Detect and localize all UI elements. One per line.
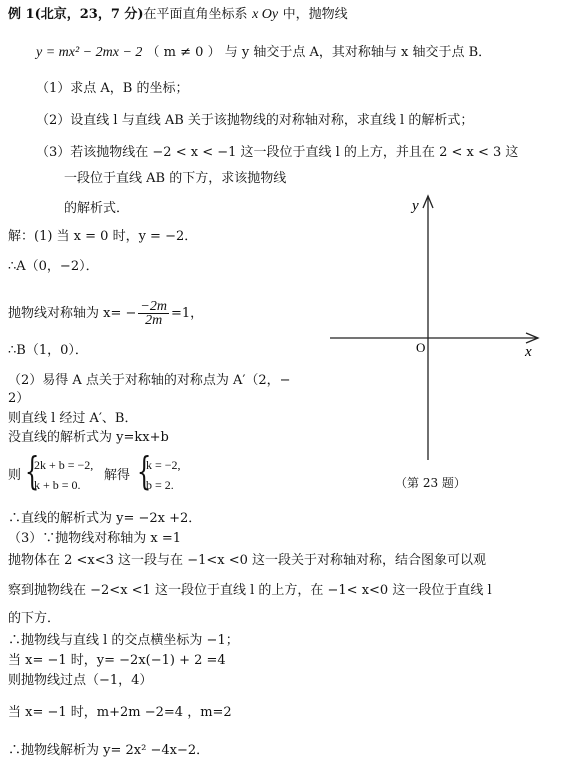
system-prefix: 则 xyxy=(8,468,22,483)
solution-step-7: 没直线的解析式为 y=kx+b xyxy=(8,430,169,445)
origin-label: O xyxy=(416,340,426,355)
parabola-equation: y = mx² − 2mx − 2 xyxy=(36,45,143,60)
solution-step-11: 抛物体在 2 <x<3 这一段与在 −1<x <0 这一段关于对称轴对称，结合图象可以观 xyxy=(8,553,487,568)
solution-step-3 xyxy=(8,300,203,327)
axis-fraction xyxy=(138,300,169,327)
question-2: （2）设直线 l 与直线 AB 关于该抛物线的对称轴对称，求直线 l 的解析式； xyxy=(36,113,474,128)
problem-title-rest: 在平面直角坐标系 xyxy=(143,7,248,22)
solution-step-16: 则抛物线过点（−1，4） xyxy=(8,673,153,688)
equation-condition: （ m ≠ 0 ） xyxy=(146,45,221,60)
x-axis-label: x xyxy=(525,344,532,360)
problem-title-end: 中，抛物线 xyxy=(282,7,348,22)
system-2-row-2: b = 2. xyxy=(146,478,174,492)
problem-equation-line xyxy=(36,44,491,62)
solution-step-12: 察到抛物线在 −2<x <1 这一段位于直线 l 的上方，在 −1< x<0 这一段位于直线 l xyxy=(8,583,492,598)
equation-system-row xyxy=(8,449,208,496)
axis-fraction-numerator: −2m xyxy=(140,299,167,314)
coordinate-figure xyxy=(320,190,550,500)
system-2-row-1: k = −2, xyxy=(146,458,181,472)
problem-heading xyxy=(8,6,348,24)
coordinate-system: x Oy xyxy=(252,7,279,22)
solution-step-5b: 2） xyxy=(8,391,30,406)
solution-step-4: ∴B（1，0）． xyxy=(8,343,88,358)
question-1: （1）求点 A，B 的坐标； xyxy=(36,81,189,96)
solution-step-5a: （2）易得 A 点关于对称轴的对称点为 A′（2，− xyxy=(8,373,291,388)
equation-rest: 与 y 轴交于点 A，其对称轴与 x 轴交于点 B． xyxy=(224,45,492,60)
solution-step-15: 当 x= −1 时，y= −2x(−1) + 2 =4 xyxy=(8,653,226,668)
solution-step-18: ∴抛物线解析为 y= 2x² −4x−2． xyxy=(8,743,210,758)
solution-step-1: 解：(1) 当 x = 0 时，y = −2． xyxy=(8,229,198,244)
left-brace: { xyxy=(24,449,40,493)
solution-step-6: 则直线 l 经过 A′、B． xyxy=(8,411,138,426)
axis-of-symmetry-result: =1， xyxy=(170,306,204,321)
axis-of-symmetry-text: 抛物线对称轴为 x= − xyxy=(8,306,137,321)
solution-step-2: ∴A（0，−2）． xyxy=(8,259,99,274)
system-1-row-2: k + b = 0. xyxy=(34,478,81,492)
question-3-line-1: （3）若该抛物线在 −2 < x < −1 这一段位于直线 l 的上方，并且在 2 < x < 3 这 xyxy=(36,145,519,160)
solution-step-17: 当 x= −1 时，m+2m −2=4 ，m=2 xyxy=(8,705,232,720)
figure-caption: （第 23 题） xyxy=(395,476,466,490)
question-3-line-3: 的解析式． xyxy=(64,201,130,216)
system-1-row-1: 2k + b = −2, xyxy=(34,458,94,472)
y-axis-label: y xyxy=(412,198,419,214)
axis-fraction-denominator: 2m xyxy=(145,313,163,328)
solution-step-9: ∴直线的解析式为 y= −2x +2． xyxy=(8,511,202,526)
right-brace: { xyxy=(136,449,152,493)
solution-step-10: （3）∵抛物线对称轴为 x =1 xyxy=(8,531,182,546)
question-3-line-2: 一段位于直线 AB 的下方，求该抛物线 xyxy=(64,171,287,186)
solution-step-14: ∴抛物线与直线 l 的交点横坐标为 −1； xyxy=(8,633,239,648)
problem-title: 例 1(北京，23，7 分) xyxy=(8,7,144,22)
system-solve-text: 解得 xyxy=(104,468,131,483)
solution-step-13: 的下方． xyxy=(8,611,61,626)
